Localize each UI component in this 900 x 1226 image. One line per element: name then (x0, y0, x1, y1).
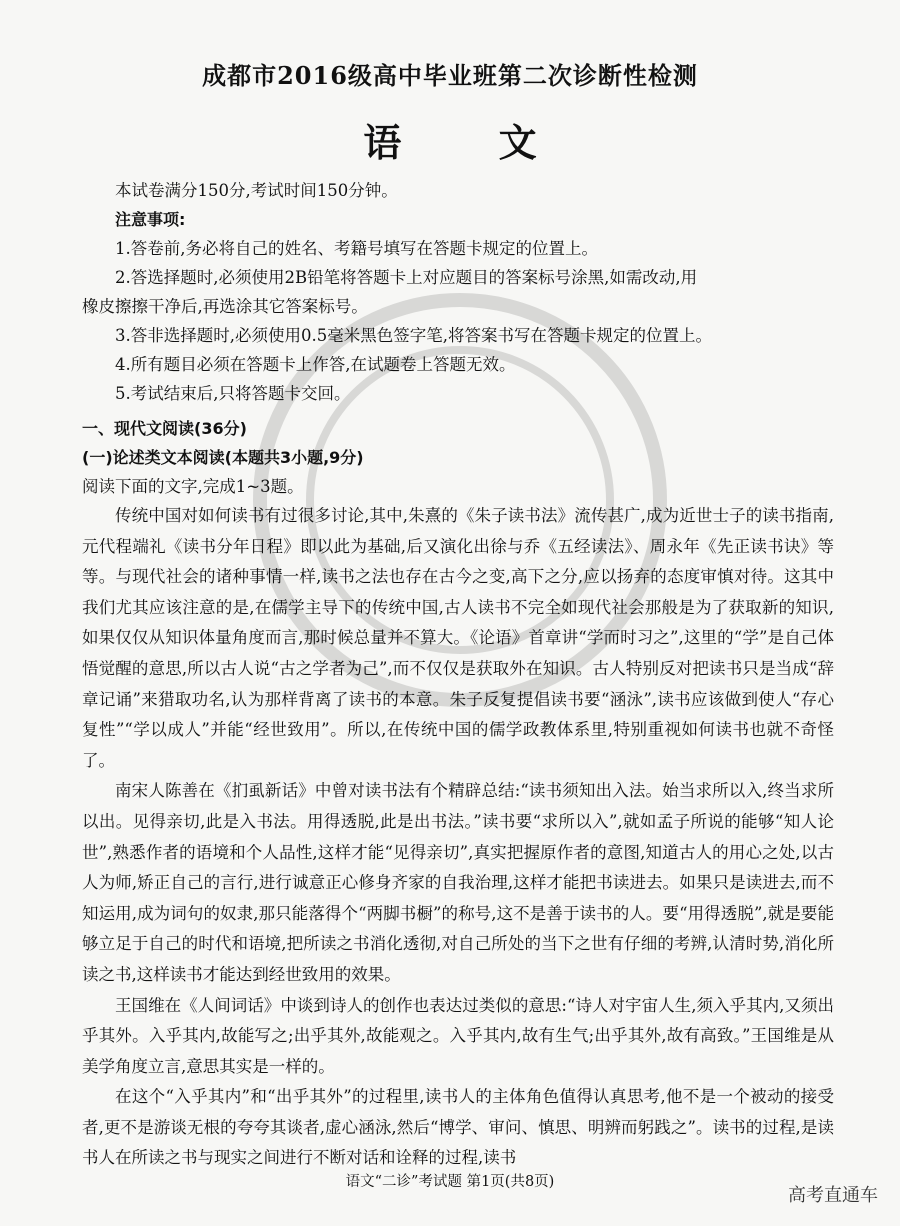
notice-item: 1.答卷前,务必将自己的姓名、考籍号填写在答题卡规定的位置上。 (115, 239, 598, 258)
watermark-corner-text: 高考直通车 (788, 1185, 878, 1206)
subject-title: 语 文 (363, 121, 579, 165)
notice-item-continued: 橡皮擦擦干净后,再选涂其它答案标号。 (82, 297, 368, 316)
passage-paragraph: 王国维在《人间词话》中谈到诗人的创作也表达过类似的意思:“诗人对宇宙人生,须入乎其内,又须出乎其外。入乎其内,故能写之;出乎其外,故能观之。入乎其内,故有生气;出乎其外,故有高致。”王国维是从美学角度立言,意思其实是一样的。 (82, 995, 834, 1076)
notice-item: 3.答非选择题时,必须使用0.5毫米黑色签字笔,将答案书写在答题卡规定的位置上。 (115, 326, 712, 345)
notice-item: 2.答选择题时,必须使用2B铅笔将答题卡上对应题目的答案标号涂黑,如需改动,用 (115, 268, 698, 287)
passage-paragraph: 传统中国对如何读书有过很多讨论,其中,朱熹的《朱子读书法》流传甚广,成为近世士子的读书指南,元代程端礼《读书分年日程》即以此为基础,后又演化出徐与乔《五经读法》、周永年《先正读书诀》等等。与现代社会的诸种事情一样,读书之法也存在古今之变,高下之分,应以扬弃的态度审慎对待。这其中我们尤其应该注意的是,在儒学主导下的传统中国,古人读书不完全如现代社会那般是为了获取新的知识,如果仅仅从知识体量角度而言,那时候总量并不算大。《论语》首章讲“学而时习之”,这里的“学”是自己体悟觉醒的意思,所以古人说“古之学者为己”,而不仅仅是获取外在知识。古人特别反对把读书只是当成“辞章记诵”来猎取功名,认为那样背离了读书的本意。朱子反复提倡读书要“涵泳”,读书应该做到使人“存心复性”“学以成人”并能“经世致用”。所以,在传统中国的儒学政教体系里,特别重视如何读书也就不奇怪了。 (82, 506, 834, 770)
page-footer: 语文“二诊”考试题 第1页(共8页) (345, 1174, 555, 1190)
exam-title: 成都市2016级高中毕业班第二次诊断性检测 (202, 61, 698, 90)
subsection-title: (一)论述类文本阅读(本题共3小题,9分) (82, 448, 364, 467)
reading-instruction: 阅读下面的文字,完成1~3题。 (82, 477, 304, 496)
passage-paragraph: 南宋人陈善在《扪虱新话》中曾对读书法有个精辟总结:“读书须知出入法。始当求所以入,终当求所以出。见得亲切,此是入书法。用得透脱,此是出书法。”读书要“求所以入”,就如孟子所说的能够“知人论世”,熟悉作者的语境和个人品性,这样才能“见得亲切”,真实把握原作者的意图,知道古人的用心之处,以古人为师,矫正自己的言行,进行诚意正心修身齐家的自我治理,这样才能把书读进去。如果只是读进去,而不知运用,成为词句的奴隶,那只能落得个“两脚书橱”的称号,这不是善于读书的人。要“用得透脱”,就是要能够立足于自己的时代和语境,把所读之书消化透彻,对自己所处的当下之世有仔细的考辨,认清时势,消化所读之书,这样读书才能达到经世致用的效果。 (82, 781, 834, 984)
notice-item: 4.所有题目必须在答题卡上作答,在试题卷上答题无效。 (115, 355, 516, 374)
passage-paragraph: 在这个“入乎其内”和“出乎其外”的过程里,读书人的主体角色值得认真思考,他不是一个被动的接受者,更不是游谈无根的夸夸其谈者,虚心涵泳,然后“博学、审问、慎思、明辨而躬践之”。读书的过程,是读书人在所读之书与现实之间进行不断对话和诠释的过程,读书 (82, 1087, 834, 1168)
notice-heading: 注意事项: (115, 210, 186, 229)
part-title: 一、现代文阅读(36分) (82, 419, 247, 438)
page-content (82, 176, 834, 1174)
notice-item: 5.考试结束后,只将答题卡交回。 (115, 384, 351, 403)
exam-info: 本试卷满分150分,考试时间150分钟。 (115, 181, 398, 200)
